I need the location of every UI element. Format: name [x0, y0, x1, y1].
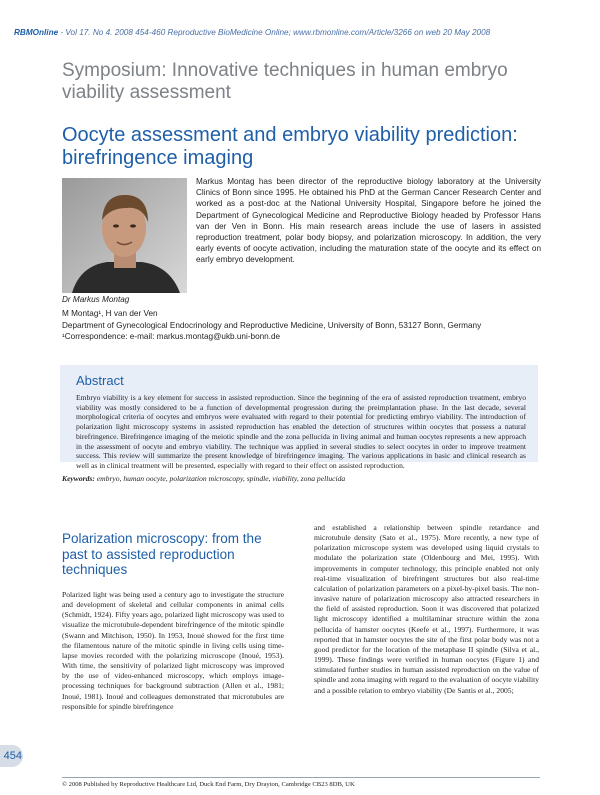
keywords	[62, 474, 542, 483]
author-names: M Montag¹, H van der Ven	[62, 309, 158, 318]
running-head-text: - Vol 17. No 4. 2008 454-460 Reproductive BioMedicine Online; www.rbmonline.com/Article/3266 on web 20 May 2008	[58, 28, 491, 37]
section-title: Symposium: Innovative techniques in human embryo viability assessment	[62, 60, 508, 103]
running-head	[14, 28, 594, 37]
byline: Dr Markus Montag	[62, 295, 130, 304]
keywords-text: embryo, human oocyte, polarization microscopy, spindle, viability, zona pellucida	[94, 474, 346, 483]
abstract-text: Embryo viability is a key element for success in assisted reproduction. Since the beginning of the era of assisted reproduction treatment, embryo viability was mostly considered to be a function of developmental progression during the preimplantation phase. In the last decade, several morphological criteria of oocytes and embryos were evaluated with regard to their potential for predicting embryo viability. The introduction of polarization light microscopy systems in assisted reproduction has enabled the detection of structures within oocytes that possess a natural birefringence. Birefringence imaging of the meiotic spindle and the zona pellucida in living animal and human oocytes represents a new approach in the assessment of oocyte and embryo viability. The technique was applied in several studies to select oocytes in order to improve treatment success. This review will summarize the present knowledge of birefringence imaging. The various applications in basic and clinical research as well as in clinical treatment will be presented, especially with regard to their effect on assisted reproduction.	[76, 393, 526, 470]
article-title: Oocyte assessment and embryo viability prediction: birefringence imaging	[62, 124, 518, 169]
author-bio: Markus Montag has been director of the reproductive biology laboratory at the University Clinics of Bonn since 1995. He obtained his PhD at the German Cancer Research Center and worked as a post-doc at the National University Hospital, Singapore before he joined the Department of Gynecological Medicine and Reproductive Biology headed by Professor Hans van der Ven in Bonn. His main research areas include the use of lasers in assisted reproduction treatment, polar body biopsy, and polarization microscopy. In addition, the very early events of oocyte activation, including the maturation state of the oocyte and its effect on early embryo development.	[196, 177, 541, 265]
keywords-label: Keywords:	[62, 474, 95, 483]
affiliation: Department of Gynecological Endocrinology and Reproductive Medicine, University of Bonn, 53127 Bonn, Germany	[62, 320, 482, 330]
body-text-right: and established a relationship between spindle retardance and microtubule density (Sato et al., 1975). More recently, a new type of polarization microscope system was developed using liquid crystals to modulate the polarization state (Oldenbourg and Mei, 1995). With improvements in computer technology, this principle enabled not only real-time visualization of birefringent structures but also real-time calculation of polarization parameters on a pixel-by-pixel basis. The non-invasive nature of polarization microscopy also attracted researchers in the field of assisted reproduction. Soon it was discovered that polarized light microscopy identified a multilaminar structure within the zona pellucida of hamster oocytes (Keefe et al., 1997). Furthermore, it was reported that in hamster oocytes the site of the first polar body was not a good predictor for the location of the metaphase II spindle (Silva et al., 1999). These findings were verified in human oocytes (Figure 1) and stimulated further studies in human assisted reproduction on the value of spindle and zona imaging with regard to the evaluation of oocyte viability and a possible relation to embryo viability (De Santis et al., 2005;	[314, 523, 539, 695]
abstract-heading: Abstract	[76, 373, 124, 388]
section-heading: Polarization microscopy: from the past to assisted reproduction techniques	[62, 531, 262, 577]
body-text-left: Polarized light was being used a century ago to investigate the structure and development of skeletal and cellular components in animal cells (Schmidt, 1924). Fifty years ago, polarized light microscopy was used to visualize the microtubule-dependent birefringence of the mitotic spindle (Swann and Mitchison, 1950). In 1953, Inoué showed for the first time the filamentous nature of the mitotic spindle in living cells using time-lapse movies recorded with the polarizing microscope (Inoué, 1953). With time, the sensitivity of polarized light microscopy was improved by the use of video-enhanced microscopy, which employs image-processing techniques for background subtraction (Allen et al., 1981; Inoué, 1981). Inoué and colleagues demonstrated that microtubules are responsible for spindle birefringence	[62, 590, 284, 711]
author-photo	[62, 178, 187, 293]
page-number: 454	[0, 745, 23, 767]
journal-logo: RBMOnline	[14, 28, 59, 37]
correspondence: ¹Correspondence: e-mail: markus.montag@ukb.uni-bonn.de	[62, 332, 281, 341]
footer-rule	[62, 777, 540, 778]
footer: © 2008 Published by Reproductive Healthcare Ltd, Duck End Farm, Dry Drayton, Cambridge CB23 8DB, UK	[62, 781, 355, 788]
author-block	[62, 308, 481, 343]
